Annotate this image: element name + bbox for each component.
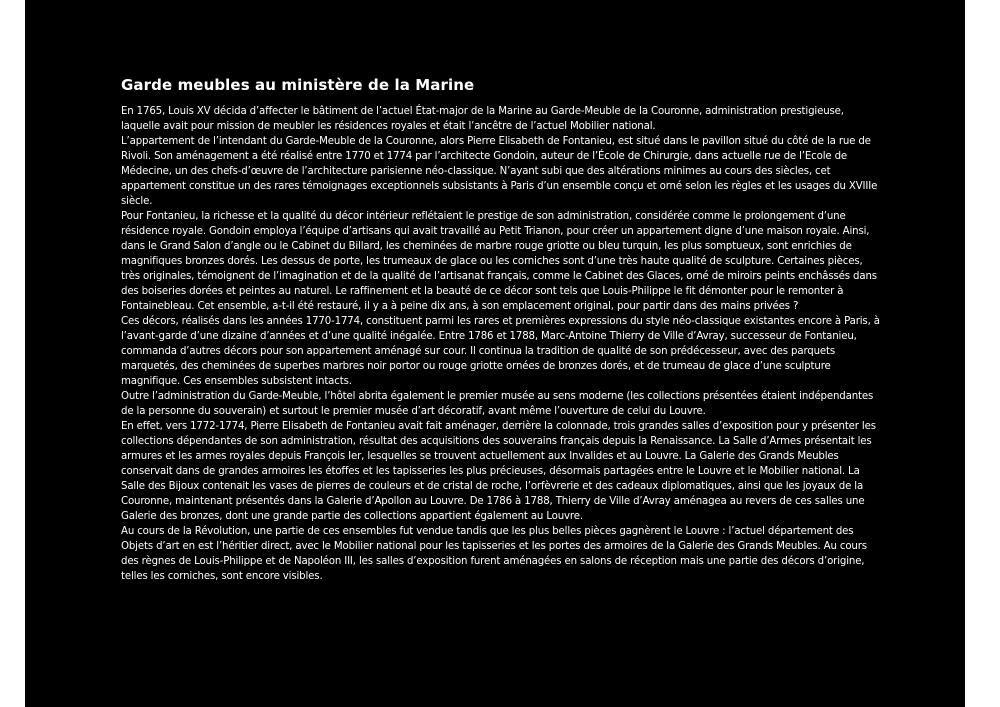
paragraph: L’appartement de l’intendant du Garde-Meuble de la Couronne, alors Pierre Elisabeth de Fontanieu, est situé dans le pavillon situé du côté de la rue de Rivoli. Son aménagement a été réalisé entre 1770 et 1774 par l’architecte Gondoin, auteur de l’École de Chirurgie, dans actuelle rue de l’Ecole de Médecine, un des chefs-d’œuvre de l’architecture parisienne néo-classique. N’ayant subi que des altérations minimes au cours des siècles, cet appartement constitue un des rares témoignages exceptionnels subsistants à Paris d’un ensemble conçu et orné selon les règles et les usages du XVIIIe siècle. [121,136,878,207]
slide-page [25,0,965,707]
paragraph: Ces décors, réalisés dans les années 1770-1774, constituent parmi les rares et premières expressions du style néo-classique existantes encore à Paris, à l’avant-garde d’une dizaine d’années et d’une qualité inégalée. Entre 1786 et 1788, Marc-Antoine Thierry de Ville d’Avray, successeur de Fontanieu, commanda d’autres décors pour son appartement aménagé sur cour. Il continua la tradition de qualité de son prédécesseur, avec des parquets marquetés, des cheminées de superbes marbres noir portor ou rouge griotte ornées de bronzes dorés, et de trumeau de glace d’une sculpture magnifique. Ces ensembles subsistent intacts. [121,316,880,387]
paragraph: En effet, vers 1772-1774, Pierre Elisabeth de Fontanieu avait fait aménager, derrière la colonnade, trois grandes salles d’exposition pour y présenter les collections dépendantes de son administration, résultat des acquisitions des souverains français depuis la Renaissance. La Salle d’Armes présentait les armures et les armes royales depuis François Ier, lesquelles se trouvent actuellement aux Invalides et au Louvre. La Galerie des Grands Meubles conservait dans de grandes armoires les étoffes et les tapisseries les plus précieuses, désormais partagées entre le Louvre et le Mobilier national. La Salle des Bijoux contenait les vases de pierres de couleurs et de cristal de roche, l’orfèvrerie et des cadeaux diplomatiques, ainsi que les joyaux de la Couronne, maintenant présentés dans la Galerie d’Apollon au Louvre. De 1786 à 1788, Thierry de Ville d’Avray aménagea au revers de ces salles une Galerie des bronzes, dont une grande partie des collections appartient également au Louvre. [121,421,876,522]
document-body [121,76,881,584]
paragraph: En 1765, Louis XV décida d’affecter le bâtiment de l’actuel État-major de la Marine au Garde-Meuble de la Couronne, administration prestigieuse, laquelle avait pour mission de meubler les résidences royales et était l’ancêtre de l’actuel Mobilier national. [121,106,844,132]
paragraph: Au cours de la Révolution, une partie de ces ensembles fut vendue tandis que les plus belles pièces gagnèrent le Louvre : l’actuel département des Objets d’art en est l’héritier direct, avec le Mobilier national pour les tapisseries et les portes des armoires de la Galerie des Grands Meubles. Au cours des règnes de Louis-Philippe et de Napoléon III, les salles d’exposition furent aménagées en salons de réception mais une partie des décors d’origine, telles les corniches, sont encore visibles. [121,526,867,582]
paragraph: Pour Fontanieu, la richesse et la qualité du décor intérieur reflétaient le prestige de son administration, considérée comme le prolongement d’une résidence royale. Gondoin employa l’équipe d’artisans qui avait travaillé au Petit Trianon, pour créer un appartement digne d’une maison royale. Ainsi, dans le Grand Salon d’angle ou le Cabinet du Billard, les cheminées de marbre rouge griotte ou bleu turquin, les plus somptueux, sont enrichies de magnifiques bronzes dorés. Les dessus de porte, les trumeaux de glace ou les corniches sont d’une très haute qualité de sculpture. Certaines pièces, très originales, témoignent de l’imagination et de la qualité de l’artisanat français, comme le Cabinet des Glaces, orné de miroirs peints enchâssés dans des boiseries dorées et peintes au naturel. Le raffinement et la beauté de ce décor sont tels que Louis-Philippe le fit démonter pour le remonter à Fontainebleau. Cet ensemble, a-t-il été restauré, il y a à peine dix ans, à son emplacement original, pour partir dans des mains privées ? [121,211,877,312]
paragraph: Outre l’administration du Garde-Meuble, l’hôtel abrita également le premier musée au sens moderne (les collections présentées étaient indépendantes de la personne du souverain) et surtout le premier musée d’art décoratif, avant même l’ouverture de celui du Louvre. [121,391,874,417]
document-title: Garde meubles au ministère de la Marine [121,76,475,94]
